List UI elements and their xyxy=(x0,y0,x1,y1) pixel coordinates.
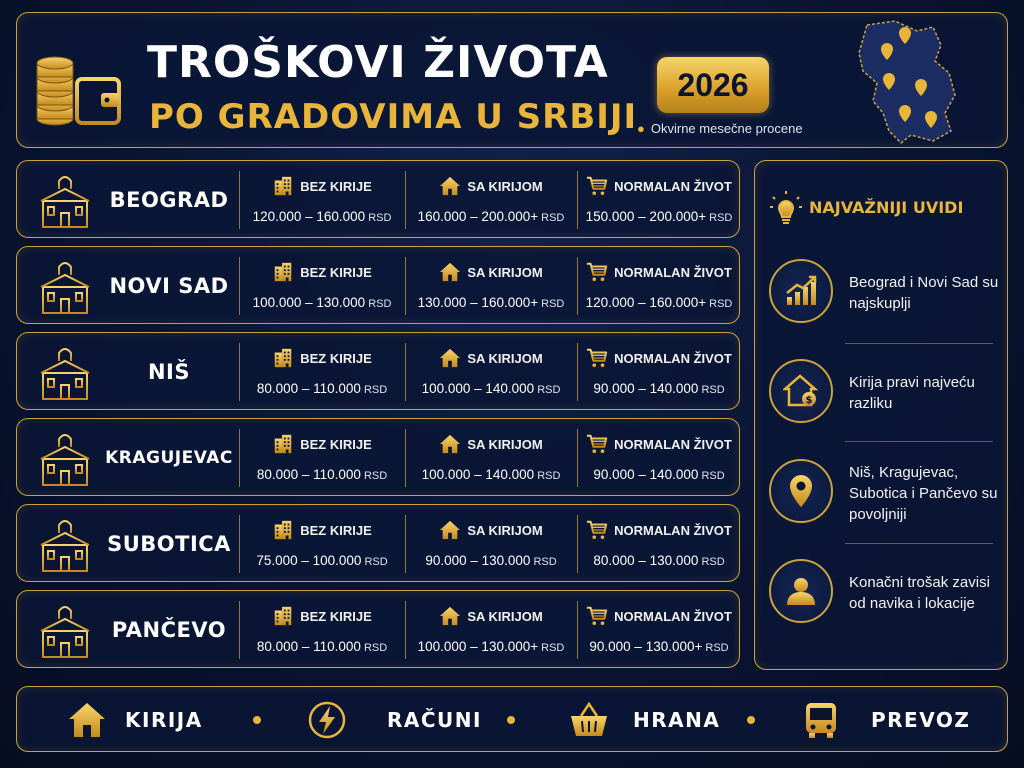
no-rent-cell xyxy=(239,505,405,583)
currency-label: RSD xyxy=(709,212,733,224)
house-icon xyxy=(439,605,461,627)
house-icon xyxy=(439,175,461,197)
no-rent-label: BEZ KIRIJE xyxy=(300,436,372,452)
house-icon xyxy=(439,261,461,283)
normal-value: 150.000 – 200.000+ RSD xyxy=(585,209,733,224)
rent-value: 130.000 – 160.000+ RSD xyxy=(417,295,565,310)
rent-cell xyxy=(405,247,577,325)
city-name: NOVI SAD xyxy=(109,274,229,298)
no-rent-header xyxy=(239,605,405,627)
page-subtitle-heading: PO GRADOVIMA U SRBIJI xyxy=(149,97,638,137)
insight-icon-circle xyxy=(769,259,833,323)
shopping-cart-icon xyxy=(586,433,608,455)
building-icon xyxy=(272,261,294,283)
footer-item-kirija xyxy=(67,687,203,753)
city-row-1 xyxy=(16,160,740,238)
footer-item-hrana xyxy=(569,687,720,753)
city-name: BEOGRAD xyxy=(109,188,229,212)
currency-label: RSD xyxy=(363,470,388,482)
currency-label: RSD xyxy=(701,470,725,482)
no-rent-header xyxy=(239,433,405,455)
insight-icon-circle xyxy=(769,559,833,623)
house-icon xyxy=(67,700,107,740)
shopping-cart-icon xyxy=(586,605,608,627)
no-rent-cell xyxy=(239,247,405,325)
footer-item-prevoz xyxy=(801,687,970,753)
rent-header xyxy=(405,261,577,283)
building-icon xyxy=(272,347,294,369)
currency-label: RSD xyxy=(705,642,729,654)
insight-item xyxy=(769,447,998,539)
no-rent-value: 120.000 – 160.000 RSD xyxy=(252,209,392,224)
normal-header xyxy=(577,261,741,283)
rent-cell xyxy=(405,505,577,583)
currency-label: RSD xyxy=(537,384,561,396)
city-row-3 xyxy=(16,332,740,410)
landmark-icon xyxy=(31,343,99,401)
city-name: PANČEVO xyxy=(111,618,227,642)
normal-label: NORMALAN ŽIVOT xyxy=(614,608,732,624)
no-rent-header xyxy=(239,261,405,283)
insight-icon-circle xyxy=(769,359,833,423)
footer-item-racuni xyxy=(307,687,482,753)
normal-header xyxy=(577,175,741,197)
normal-value: 90.000 – 140.000 RSD xyxy=(593,381,725,396)
no-rent-header xyxy=(239,347,405,369)
no-rent-label: BEZ KIRIJE xyxy=(300,264,372,280)
rent-label: SA KIRIJOM xyxy=(467,608,543,624)
city-name: NIŠ xyxy=(147,360,190,384)
currency-label: RSD xyxy=(541,212,565,224)
city-row-6 xyxy=(16,590,740,668)
normal-cell xyxy=(577,419,741,497)
lightning-icon xyxy=(307,700,347,740)
rent-header xyxy=(405,519,577,541)
shopping-cart-icon xyxy=(586,347,608,369)
separator-dot xyxy=(747,716,755,724)
normal-label: NORMALAN ŽIVOT xyxy=(614,522,732,538)
insight-text: Niš, Kragujevac, Subotica i Pančevo su povoljniji xyxy=(849,463,998,523)
no-rent-cell xyxy=(239,333,405,411)
normal-cell xyxy=(577,161,741,239)
normal-value: 80.000 – 130.000 RSD xyxy=(593,553,725,568)
insight-icon-circle xyxy=(769,459,833,523)
landmark-icon xyxy=(31,257,99,315)
rent-cell xyxy=(405,419,577,497)
page-title: TROŠKOVI ŽIVOTA xyxy=(147,37,609,88)
serbia-map-icon xyxy=(837,17,977,147)
rent-value: 100.000 – 140.000 RSD xyxy=(421,381,561,396)
rent-header xyxy=(405,347,577,369)
building-icon xyxy=(272,519,294,541)
insights-title-text: NAJVAŽNIJI UVIDI xyxy=(809,197,964,217)
divider xyxy=(845,343,993,344)
rent-value: 90.000 – 130.000 RSD xyxy=(425,553,557,568)
no-rent-value: 100.000 – 130.000 RSD xyxy=(252,295,392,310)
house-icon xyxy=(439,347,461,369)
currency-label: RSD xyxy=(701,384,725,396)
no-rent-header xyxy=(239,519,405,541)
no-rent-label: BEZ KIRIJE xyxy=(300,178,372,194)
currency-label: RSD xyxy=(363,642,388,654)
header-panel xyxy=(16,12,1008,148)
landmark-icon xyxy=(31,601,99,659)
building-icon xyxy=(272,605,294,627)
rent-header xyxy=(405,175,577,197)
normal-header xyxy=(577,605,741,627)
bus-icon xyxy=(801,700,841,740)
normal-header xyxy=(577,519,741,541)
footer-panel xyxy=(16,686,1008,752)
normal-header xyxy=(577,433,741,455)
no-rent-cell xyxy=(239,591,405,669)
svg-text:$: $ xyxy=(805,395,813,406)
insights-panel xyxy=(754,160,1008,670)
no-rent-value: 80.000 – 110.000 RSD xyxy=(256,381,388,396)
landmark-icon xyxy=(31,429,99,487)
basket-icon xyxy=(569,700,609,740)
rent-header xyxy=(405,605,577,627)
insight-text: Kirija pravi najveću razliku xyxy=(849,374,975,412)
house-icon xyxy=(439,519,461,541)
normal-cell xyxy=(577,247,741,325)
shopping-cart-icon xyxy=(586,519,608,541)
chart-up-icon xyxy=(783,273,819,309)
currency-label: RSD xyxy=(541,642,565,654)
currency-label: RSD xyxy=(364,556,388,568)
normal-value: 90.000 – 140.000 RSD xyxy=(593,467,725,482)
footer-label: RAČUNI xyxy=(387,708,482,732)
rent-label: SA KIRIJOM xyxy=(467,264,543,280)
house-icon xyxy=(439,433,461,455)
currency-label: RSD xyxy=(368,298,392,310)
rent-label: SA KIRIJOM xyxy=(467,522,543,538)
no-rent-label: BEZ KIRIJE xyxy=(300,522,372,538)
city-name: KRAGUJEVAC xyxy=(105,448,233,468)
currency-label: RSD xyxy=(709,298,733,310)
no-rent-header xyxy=(239,175,405,197)
separator-dot xyxy=(507,716,515,724)
rent-header xyxy=(405,433,577,455)
insight-item xyxy=(769,347,995,439)
no-rent-value: 75.000 – 100.000 RSD xyxy=(256,553,388,568)
lightbulb-icon xyxy=(769,189,803,225)
rent-cell xyxy=(405,591,577,669)
no-rent-value: 80.000 – 110.000 RSD xyxy=(256,467,388,482)
normal-cell xyxy=(577,591,741,669)
insight-text: Beograd i Novi Sad su najskuplji xyxy=(849,274,999,312)
no-rent-cell xyxy=(239,419,405,497)
currency-label: RSD xyxy=(533,556,557,568)
city-row-4 xyxy=(16,418,740,496)
rent-label: SA KIRIJOM xyxy=(467,436,543,452)
normal-label: NORMALAN ŽIVOT xyxy=(614,264,732,280)
footer-label: HRANA xyxy=(633,708,721,732)
no-rent-value: 80.000 – 110.000 RSD xyxy=(256,639,388,654)
normal-label: NORMALAN ŽIVOT xyxy=(614,350,732,366)
no-rent-cell xyxy=(239,161,405,239)
rent-label: SA KIRIJOM xyxy=(467,178,543,194)
landmark-icon xyxy=(31,171,99,229)
building-icon xyxy=(272,175,294,197)
currency-label: RSD xyxy=(701,556,725,568)
rent-value: 100.000 – 130.000+ RSD xyxy=(417,639,565,654)
rent-cell xyxy=(405,161,577,239)
separator-dot xyxy=(253,716,261,724)
divider xyxy=(845,441,993,442)
shopping-cart-icon xyxy=(586,175,608,197)
normal-label: NORMALAN ŽIVOT xyxy=(614,178,732,194)
insight-item xyxy=(769,247,999,339)
no-rent-label: BEZ KIRIJE xyxy=(300,350,372,366)
city-row-5 xyxy=(16,504,740,582)
divider xyxy=(845,543,993,544)
city-name: SUBOTICA xyxy=(107,532,231,556)
landmark-icon xyxy=(31,515,99,573)
currency-label: RSD xyxy=(368,212,392,224)
normal-cell xyxy=(577,505,741,583)
currency-label: RSD xyxy=(363,384,388,396)
insight-item xyxy=(769,547,995,639)
normal-header xyxy=(577,347,741,369)
estimate-note: ● Okvirne mesečne procene xyxy=(637,121,803,136)
insights-title xyxy=(769,187,999,227)
location-pin-icon xyxy=(783,473,819,509)
normal-label: NORMALAN ŽIVOT xyxy=(614,436,732,452)
rent-label: SA KIRIJOM xyxy=(467,350,543,366)
building-icon xyxy=(272,433,294,455)
currency-label: RSD xyxy=(537,470,561,482)
footer-label: KIRIJA xyxy=(125,708,203,732)
estimate-note-text: Okvirne mesečne procene xyxy=(650,121,803,136)
rent-value: 100.000 – 140.000 RSD xyxy=(421,467,561,482)
normal-value: 120.000 – 160.000+ RSD xyxy=(585,295,733,310)
coins-wallet-icon xyxy=(33,49,123,129)
footer-label: PREVOZ xyxy=(871,708,971,732)
year-badge: 2026 xyxy=(657,57,769,113)
person-icon xyxy=(783,573,819,609)
rent-value: 160.000 – 200.000+ RSD xyxy=(417,209,565,224)
insight-text: Konačni trošak zavisi od navika i lokacije xyxy=(849,574,990,612)
house-money-icon xyxy=(783,373,819,409)
city-row-2 xyxy=(16,246,740,324)
no-rent-label: BEZ KIRIJE xyxy=(300,608,372,624)
rent-cell xyxy=(405,333,577,411)
currency-label: RSD xyxy=(541,298,565,310)
shopping-cart-icon xyxy=(586,261,608,283)
normal-cell xyxy=(577,333,741,411)
normal-value: 90.000 – 130.000+ RSD xyxy=(589,639,729,654)
